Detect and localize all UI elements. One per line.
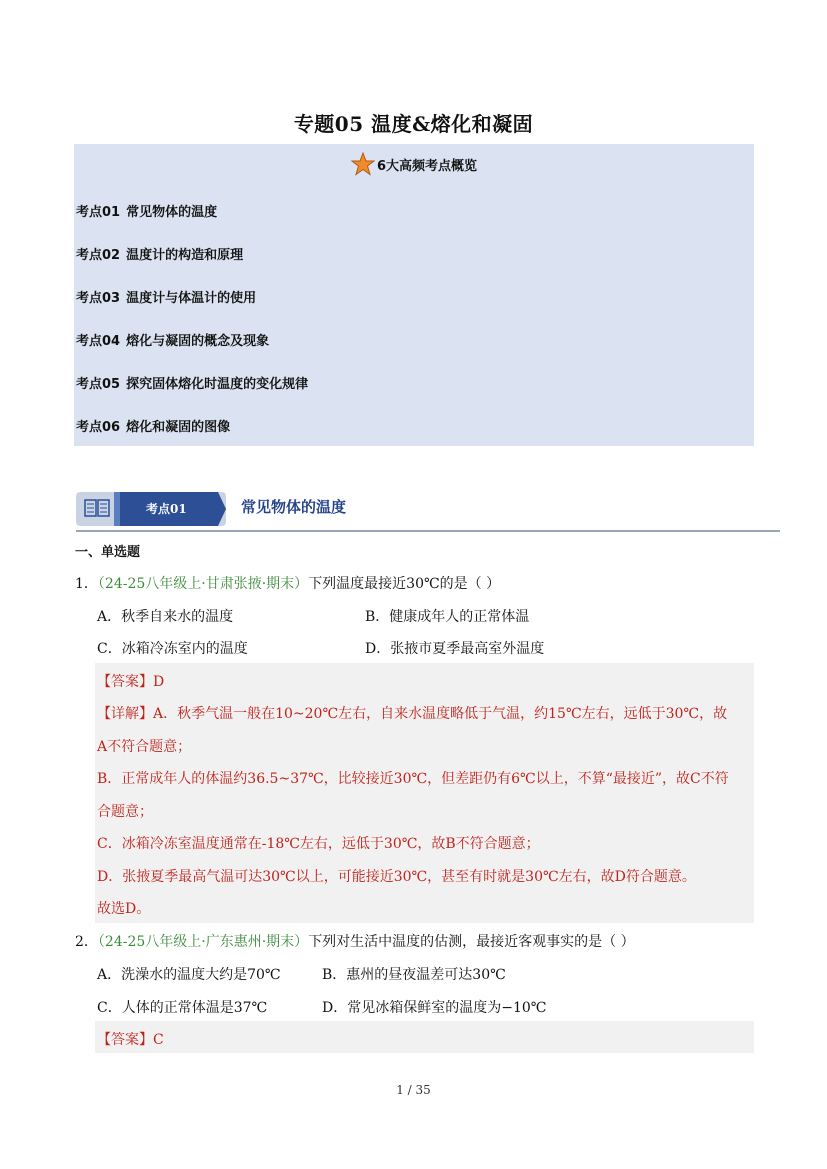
option-d: D．张掖市夏季最高室外温度 xyxy=(365,641,545,657)
section-divider xyxy=(76,530,780,532)
overview-box xyxy=(74,144,754,446)
question-source: （24-25八年级上·广东惠州·期末） xyxy=(97,934,309,950)
answer: 【答案】C xyxy=(97,1032,164,1048)
detail-line: A不符合题意； xyxy=(97,739,192,755)
detail-line: 【详解】A．秋季气温一般在10~20℃左右，自来水温度略低于气温，约15℃左右，远低于30℃，故 xyxy=(97,706,728,722)
option-c: C．冰箱冷冻室内的温度 xyxy=(97,641,248,657)
overview-item: 考点06 熔化和凝固的图像 xyxy=(76,420,231,435)
section-label: 考点01 xyxy=(146,502,187,516)
overview-item: 考点02 温度计的构造和原理 xyxy=(76,248,244,263)
option-b: B．健康成年人的正常体温 xyxy=(365,609,530,625)
overview-heading xyxy=(74,152,754,176)
option-a: A．洗澡水的温度大约是70℃ xyxy=(97,967,281,983)
section-title: 常见物体的温度 xyxy=(241,498,347,516)
detail-line: 合题意； xyxy=(97,804,153,820)
overview-item: 考点03 温度计与体温计的使用 xyxy=(76,291,257,306)
question-type-heading: 一、单选题 xyxy=(75,545,141,560)
page-title: 专题05 温度&熔化和凝固 xyxy=(293,112,534,136)
answer: 【答案】D xyxy=(97,674,165,690)
option-c: C．人体的正常体温是37℃ xyxy=(97,1000,268,1016)
detail-line: C．冰箱冷冻室温度通常在-18℃左右，远低于30℃，故B不符合题意； xyxy=(97,836,540,852)
detail-line: B．正常成年人的体温约36.5~37℃，比较接近30℃，但差距仍有6℃以上，不算“最接近”，故C不符 xyxy=(97,771,729,787)
overview-item: 考点01 常见物体的温度 xyxy=(76,205,218,220)
detail-line: 故选D。 xyxy=(97,901,151,917)
question-2-stem: 2．（24-25八年级上·广东惠州·期末）下列对生活中温度的估测，最接近客观事实的是（ ） xyxy=(75,934,635,950)
option-a: A．秋季自来水的温度 xyxy=(97,609,234,625)
detail-line: D．张掖夏季最高气温可达30℃以上，可能接近30℃，甚至有时就是30℃左右，故D符合题意。 xyxy=(97,869,696,885)
overview-item: 考点04 熔化与凝固的概念及现象 xyxy=(76,334,270,349)
option-d: D．常见冰箱保鲜室的温度为−10℃ xyxy=(322,1000,547,1016)
question-1-stem: 1．（24-25八年级上·甘肃张掖·期末）下列温度最接近30℃的是（ ） xyxy=(75,576,501,592)
star-icon xyxy=(351,152,375,176)
answer-box xyxy=(95,1021,754,1053)
page-number: 1 / 35 xyxy=(396,1083,431,1097)
overview-item: 考点05 探究固体熔化时温度的变化规律 xyxy=(76,377,309,392)
question-source: （24-25八年级上·甘肃张掖·期末） xyxy=(97,576,309,592)
overview-heading-text: 6大高频考点概览 xyxy=(376,159,478,174)
option-b: B．惠州的昼夜温差可达30℃ xyxy=(322,967,506,983)
